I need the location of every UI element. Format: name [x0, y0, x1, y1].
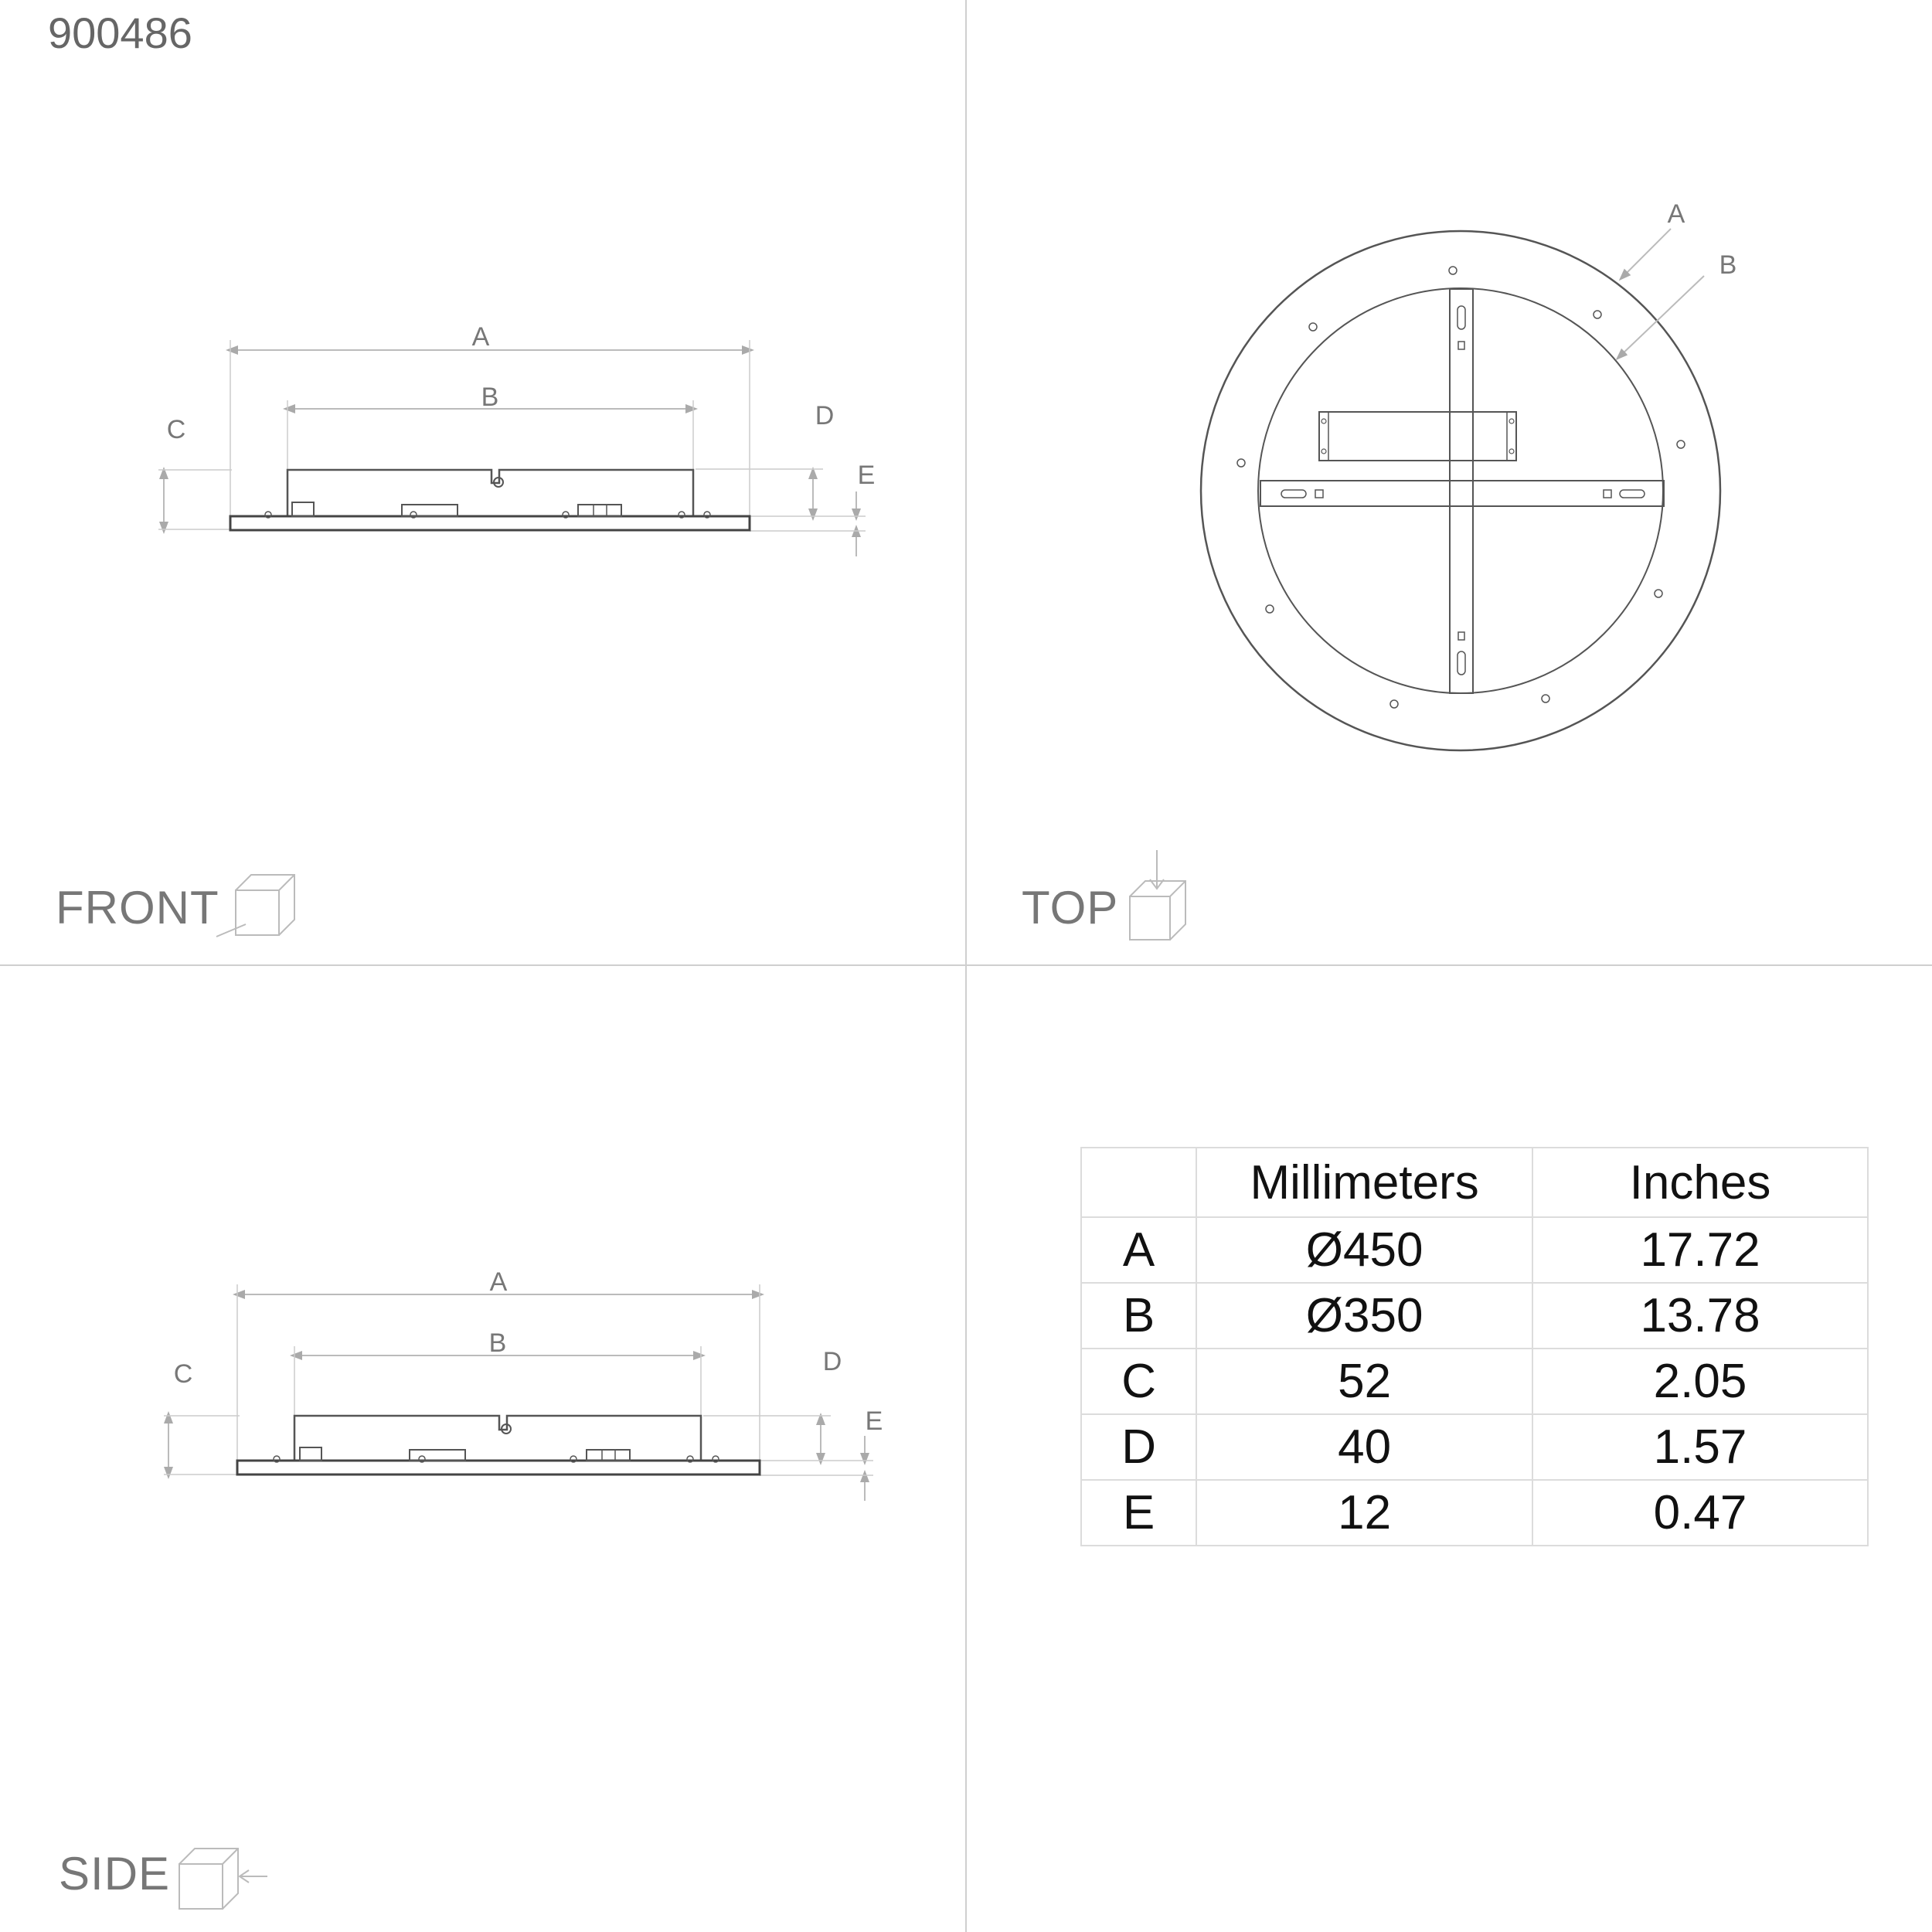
- table-header-inches: Inches: [1532, 1148, 1868, 1217]
- row-label: C: [1081, 1349, 1196, 1414]
- top-view-label: TOP: [1022, 882, 1119, 934]
- front-dim-b-label: B: [481, 383, 499, 412]
- side-dim-e-label: E: [865, 1406, 883, 1436]
- table-row: [1081, 1480, 1868, 1546]
- side-dim-b-label: B: [488, 1328, 507, 1358]
- table-row: [1081, 1414, 1868, 1480]
- row-mm: 40: [1196, 1414, 1532, 1480]
- front-view-label: FRONT: [56, 882, 219, 934]
- top-dim-b-label: B: [1719, 250, 1737, 280]
- top-dim-a-label: A: [1667, 199, 1685, 229]
- side-dim-c-label: C: [173, 1359, 193, 1389]
- top-view-drawing: [1201, 199, 1736, 750]
- table-row: [1081, 1217, 1868, 1283]
- row-label: D: [1081, 1414, 1196, 1480]
- dimensions-table: [1080, 1147, 1869, 1546]
- table-header-row: [1081, 1148, 1868, 1217]
- row-mm: Ø450: [1196, 1217, 1532, 1283]
- top-cube-icon: [1130, 850, 1185, 940]
- row-inches: 13.78: [1532, 1283, 1868, 1349]
- row-mm: 52: [1196, 1349, 1532, 1414]
- front-cube-icon: [216, 875, 294, 937]
- front-dim-d-label: D: [815, 401, 835, 430]
- table-row: [1081, 1349, 1868, 1414]
- row-label: E: [1081, 1480, 1196, 1546]
- row-mm: Ø350: [1196, 1283, 1532, 1349]
- row-inches: 2.05: [1532, 1349, 1868, 1414]
- table-header-empty: [1081, 1148, 1196, 1217]
- front-dim-c-label: C: [166, 415, 186, 444]
- row-inches: 1.57: [1532, 1414, 1868, 1480]
- row-inches: 0.47: [1532, 1480, 1868, 1546]
- front-view-drawing: [158, 322, 875, 556]
- side-view-label: SIDE: [59, 1848, 171, 1900]
- row-label: B: [1081, 1283, 1196, 1349]
- side-cube-icon: [179, 1849, 267, 1909]
- row-mm: 12: [1196, 1480, 1532, 1546]
- side-view-drawing: [164, 1267, 883, 1501]
- front-dim-a-label: A: [471, 322, 490, 352]
- table-row: [1081, 1283, 1868, 1349]
- front-dim-e-label: E: [857, 461, 876, 490]
- side-dim-a-label: A: [489, 1267, 508, 1297]
- table-header-millimeters: Millimeters: [1196, 1148, 1532, 1217]
- row-label: A: [1081, 1217, 1196, 1283]
- product-code: 900486: [48, 9, 192, 57]
- side-dim-d-label: D: [822, 1347, 842, 1376]
- row-inches: 17.72: [1532, 1217, 1868, 1283]
